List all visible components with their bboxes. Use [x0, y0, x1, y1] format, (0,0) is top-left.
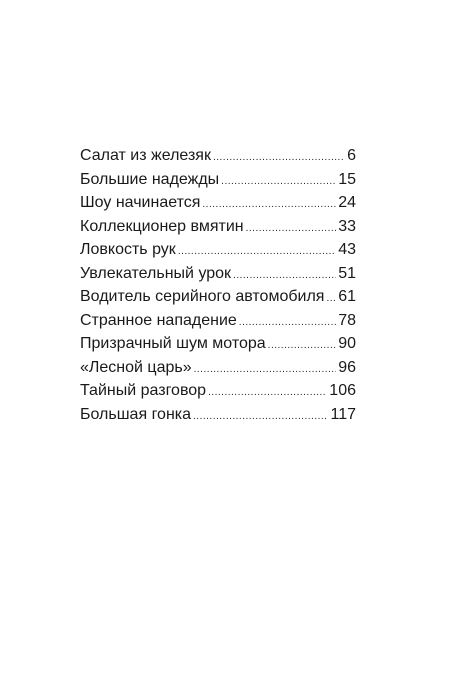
toc-entry-title: Большие надежды [80, 170, 220, 188]
toc-entry-title: Ловкость рук [80, 241, 176, 258]
dot-leader [233, 264, 336, 288]
toc-entry-title: Увлекательный урок [80, 264, 232, 282]
toc-entry-title: Странное нападение [80, 311, 237, 329]
toc-entry-page: 61 [338, 288, 356, 305]
toc-entry-page: 117 [330, 405, 356, 423]
dot-leader [208, 381, 327, 405]
toc-entry-page: 43 [338, 241, 356, 258]
toc-entry [80, 215, 356, 239]
dot-leader [246, 217, 337, 241]
dot-leader [239, 311, 336, 335]
toc-entry [80, 238, 356, 262]
table-of-contents [80, 144, 356, 426]
toc-entry [80, 262, 356, 286]
toc-entry-title: Большая гонка [80, 405, 192, 423]
toc-entry-page: 33 [338, 217, 356, 235]
toc-entry-title: «Лесной царь» [80, 358, 192, 376]
toc-entry-title: Призрачный шум мотора [80, 335, 266, 352]
toc-entry-title: Тайный разговор [80, 382, 207, 399]
toc-entry [80, 332, 356, 356]
toc-entry [80, 379, 356, 403]
toc-entry-page: 51 [338, 264, 356, 282]
toc-entry-page: 96 [338, 358, 356, 376]
toc-entry-page: 78 [338, 311, 356, 329]
toc-entry-page: 15 [338, 170, 356, 188]
toc-entry-title: Салат из железяк [80, 147, 211, 164]
toc-entry-page: 106 [329, 382, 356, 399]
toc-entry-page: 6 [347, 147, 356, 164]
toc-entry [80, 356, 356, 380]
toc-entry [80, 144, 356, 168]
toc-entry-title: Водитель серийного автомобиля [80, 288, 325, 305]
toc-entry [80, 403, 356, 427]
toc-entry [80, 309, 356, 333]
dot-leader [194, 358, 337, 382]
dot-leader [268, 334, 337, 358]
dot-leader [326, 287, 336, 311]
dot-leader [213, 146, 345, 170]
toc-entry-page: 24 [338, 194, 356, 211]
toc-entry-title: Шоу начинается [80, 194, 201, 211]
dot-leader [221, 170, 336, 194]
toc-entry [80, 285, 356, 309]
toc-entry [80, 191, 356, 215]
dot-leader [178, 240, 336, 264]
toc-entry [80, 168, 356, 192]
toc-entry-page: 90 [338, 335, 356, 352]
dot-leader [193, 405, 328, 429]
toc-entry-title: Коллекционер вмятин [80, 217, 244, 235]
dot-leader [202, 193, 336, 217]
